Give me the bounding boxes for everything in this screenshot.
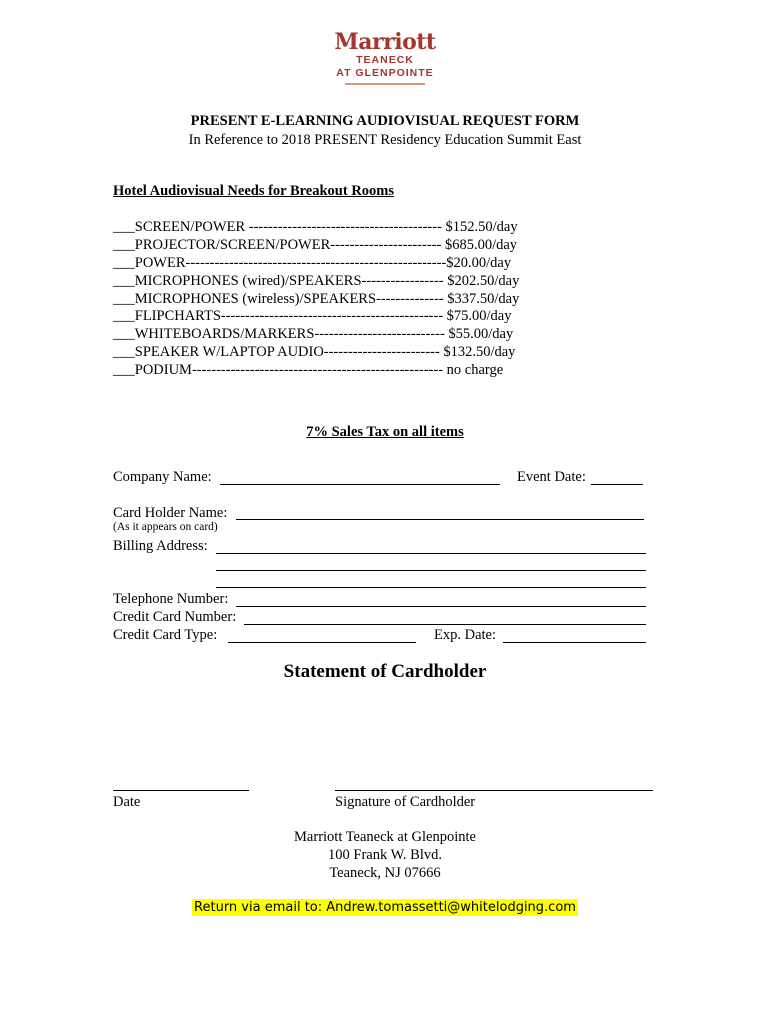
billing-address-label: Billing Address:	[113, 538, 208, 554]
company-name-label: Company Name:	[113, 469, 212, 485]
cc-type-label: Credit Card Type:	[113, 627, 218, 643]
telephone-label: Telephone Number:	[113, 591, 229, 607]
billing-address-field-1[interactable]	[216, 553, 646, 554]
card-holder-field[interactable]	[236, 519, 644, 520]
av-item-power[interactable]: ___POWER------------------------------------------------------$20.00/day	[113, 254, 512, 271]
email-note	[0, 898, 770, 916]
statement-heading: Statement of Cardholder	[283, 661, 487, 682]
cc-number-field[interactable]	[244, 624, 646, 625]
av-item-whiteboards[interactable]: ___WHITEBOARDS/MARKERS--------------------------- $55.00/day	[113, 326, 514, 343]
av-items-list	[113, 219, 519, 380]
tax-note	[0, 424, 770, 441]
card-holder-hint: (As it appears on card)	[113, 521, 218, 533]
tax-note-text: 7% Sales Tax on all items	[306, 424, 464, 440]
logo-line-2: AT GLENPOINTE	[336, 67, 434, 79]
date-label: Date	[113, 794, 141, 810]
logo-brand: Marriott	[334, 29, 436, 55]
event-date-field[interactable]	[591, 484, 643, 485]
signature-label: Signature of Cardholder	[335, 794, 476, 810]
billing-address-field-3[interactable]	[216, 587, 646, 588]
av-item-mic-wireless[interactable]: ___MICROPHONES (wireless)/SPEAKERS-------------- $337.50/day	[113, 290, 520, 307]
address-line-3: Teaneck, NJ 07666	[329, 865, 441, 881]
logo-rule	[345, 83, 425, 85]
av-item-flipcharts[interactable]: ___FLIPCHARTS---------------------------------------------- $75.00/day	[113, 308, 512, 325]
av-item-projector[interactable]: ___PROJECTOR/SCREEN/POWER----------------------- $685.00/day	[113, 236, 518, 253]
logo-line-1: TEANECK	[356, 54, 414, 66]
billing-address-field-2[interactable]	[216, 570, 646, 571]
date-signature-line[interactable]	[113, 790, 249, 791]
company-name-field[interactable]	[220, 484, 500, 485]
form-subtitle: In Reference to 2018 PRESENT Residency Education Summit East	[188, 132, 582, 148]
email-note-text[interactable]: Return via email to: Andrew.tomassetti@whitelodging.com	[194, 900, 576, 915]
cc-number-label: Credit Card Number:	[113, 609, 237, 625]
av-item-podium[interactable]: ___PODIUM---------------------------------------------------- no charge	[113, 362, 504, 379]
av-item-mic-wired[interactable]: ___MICROPHONES (wired)/SPEAKERS----------------- $202.50/day	[113, 272, 520, 289]
event-date-label: Event Date:	[517, 469, 586, 485]
av-item-screen-power[interactable]: ___SCREEN/POWER ---------------------------------------- $152.50/day	[113, 219, 518, 235]
av-item-speaker-audio[interactable]: ___SPEAKER W/LAPTOP AUDIO------------------------ $132.50/day	[113, 344, 516, 361]
cc-type-field[interactable]	[228, 642, 416, 643]
card-holder-label: Card Holder Name:	[113, 505, 228, 521]
marriott-logo	[330, 30, 440, 85]
section-heading: Hotel Audiovisual Needs for Breakout Rooms	[113, 183, 395, 199]
form-title: PRESENT E-LEARNING AUDIOVISUAL REQUEST FORM	[190, 113, 580, 129]
exp-date-label: Exp. Date:	[434, 627, 497, 643]
cardholder-signature-line[interactable]	[335, 790, 653, 791]
telephone-field[interactable]	[236, 606, 646, 607]
exp-date-field[interactable]	[503, 642, 646, 643]
address-line-2: 100 Frank W. Blvd.	[328, 847, 442, 863]
address-line-1: Marriott Teaneck at Glenpointe	[294, 829, 476, 845]
